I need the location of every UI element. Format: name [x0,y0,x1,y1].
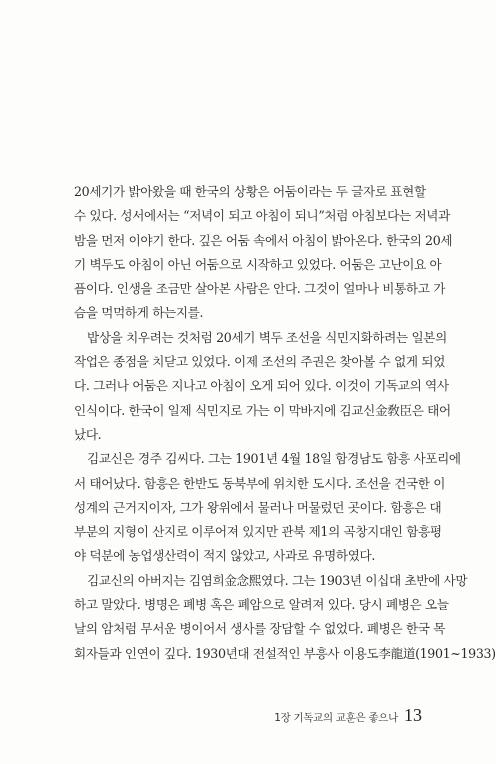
text-line: 김교신의 아버지는 김염희金念熙였다. 그는 1903년 이십대 초반에 사망 [87,572,468,588]
page-number: 13 [404,705,422,725]
text-line: 수 있다. 성서에서는 “저녁이 되고 아침이 되니”처럼 아침보다는 저녁과 [74,208,450,224]
paragraph-2 [74,326,451,447]
paragraph-1 [74,180,453,326]
text-line: 야 덕분에 농업생산력이 적지 않았고, 사과로 유명하였다. [74,548,375,564]
text-line: 인식이다. 한국이 일제 식민지로 가는 이 막바지에 김교신金敎臣은 태어 [74,402,451,418]
text-line: 났다. [74,426,102,442]
paragraph-4 [74,569,496,666]
text-line: 픔이다. 인생을 조금만 살아본 사람은 안다. 그것이 얼마나 비통하고 가 [74,281,446,297]
text-line: 김교신은 경주 김씨다. 그는 1901년 4월 18일 함경남도 함흥 사포리에 [87,451,461,467]
text-line: 작업은 종점을 치닫고 있었다. 이제 조선의 주권은 찾아볼 수 없게 되었 [74,354,446,370]
text-line: 하고 말았다. 병명은 폐병 혹은 폐암으로 알려져 있다. 당시 폐병은 오늘 [74,597,449,613]
text-line: 부분의 지형이 산지로 이루어져 있지만 관북 제1의 곡창지대인 함흥평 [74,524,442,540]
paragraph-3 [74,447,461,568]
page-footer [274,705,422,726]
text-line: 슴을 먹먹하게 하는지를. [74,305,204,321]
text-line: 밤을 먼저 이야기 한다. 깊은 어둠 속에서 아침이 밝아온다. 한국의 20세 [74,232,453,248]
text-line: 기 벽두도 아침이 아닌 어둠으로 시작하고 있었다. 어둠은 고난이요 아 [74,256,442,272]
text-line: 날의 암처럼 무서운 병이어서 생사를 장담할 수 없었다. 폐병은 한국 목 [74,621,446,637]
body-text [74,180,496,666]
text-line: 다. 그러나 어둠은 지나고 아침이 오게 되어 있다. 이것이 기독교의 역사 [74,378,449,394]
text-line: 회자들과 인연이 깊다. 1930년대 전설적인 부흥사 이용도李龍道(1901~1933) [74,645,496,661]
text-line: 서 태어났다. 함흥은 한반도 동북부에 위치한 도시다. 조선을 건국한 이 [74,475,446,491]
text-line: 성계의 근거지이자, 그가 왕위에서 물러나 머물렀던 곳이다. 함흥은 대 [74,499,442,515]
running-head: 1장 기독교의 교훈은 좋으나 [274,712,398,724]
text-line: 밥상을 치우려는 것처럼 20세기 벽두 조선을 식민지화하려는 일본의 [87,329,447,345]
text-line: 20세기가 밝아왔을 때 한국의 상황은 어둠이라는 두 글자로 표현할 [74,184,426,199]
